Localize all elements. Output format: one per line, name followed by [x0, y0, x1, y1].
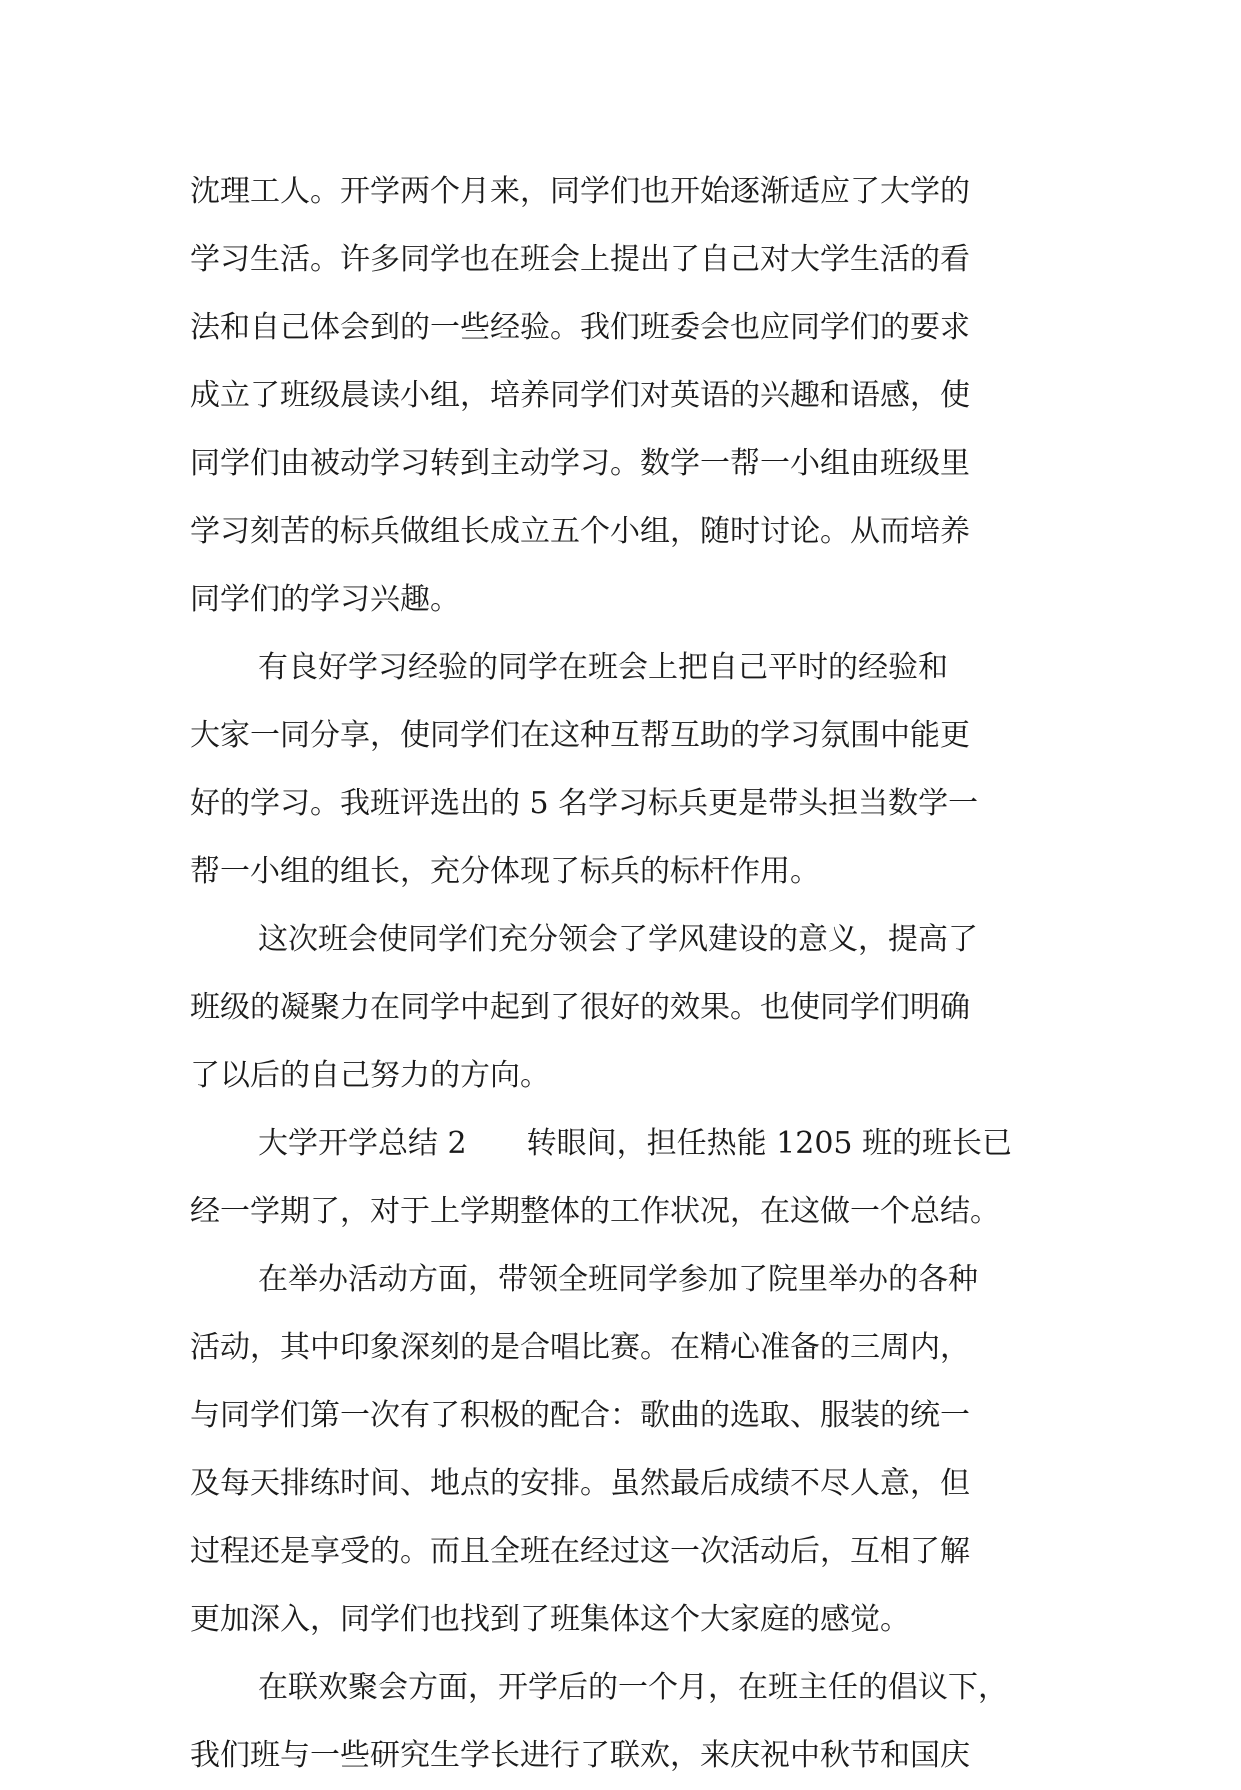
paragraph-first-line: 在举办活动方面，带领全班同学参加了院里举办的各种 — [258, 1262, 978, 1297]
text-line: 同学们由被动学习转到主动学习。数学一帮一小组由班级里 — [190, 446, 970, 481]
text-line: 法和自己体会到的一些经验。我们班委会也应同学们的要求 — [190, 310, 970, 345]
text-line: 学习生活。许多同学也在班会上提出了自己对大学生活的看 — [190, 242, 970, 277]
text-line: 成立了班级晨读小组，培养同学们对英语的兴趣和语感，使 — [190, 378, 970, 413]
text-line: 我们班与一些研究生学长进行了联欢，来庆祝中秋节和国庆 — [190, 1738, 970, 1773]
paragraph-first-line: 这次班会使同学们充分领会了学风建设的意义，提高了 — [258, 922, 978, 957]
text-line: 班级的凝聚力在同学中起到了很好的效果。也使同学们明确 — [190, 990, 970, 1025]
document-body — [190, 158, 1060, 1790]
paragraph-first-line: 在联欢聚会方面，开学后的一个月，在班主任的倡议下， — [258, 1670, 1008, 1705]
text-line: 了以后的自己努力的方向。 — [190, 1058, 550, 1093]
text-line: 大家一同分享，使同学们在这种互帮互助的学习氛围中能更 — [190, 718, 970, 753]
text-line: 更加深入，同学们也找到了班集体这个大家庭的感觉。 — [190, 1602, 910, 1637]
text-line: 学习刻苦的标兵做组长成立五个小组，随时讨论。从而培养 — [190, 514, 970, 549]
text-line: 与同学们第一次有了积极的配合：歌曲的选取、服装的统一 — [190, 1398, 970, 1433]
text-line: 帮一小组的组长，充分体现了标兵的标杆作用。 — [190, 854, 820, 889]
text-line: 经一学期了，对于上学期整体的工作状况，在这做一个总结。 — [190, 1194, 1000, 1229]
text-line: 沈理工人。开学两个月来，同学们也开始逐渐适应了大学的 — [190, 174, 970, 209]
text-line: 活动，其中印象深刻的是合唱比赛。在精心准备的三周内， — [190, 1330, 970, 1365]
paragraph-first-line: 有良好学习经验的同学在班会上把自己平时的经验和 — [258, 650, 948, 685]
text-line: 同学们的学习兴趣。 — [190, 582, 460, 617]
text-line: 过程还是享受的。而且全班在经过这一次活动后，互相了解 — [190, 1534, 970, 1569]
text-line: 好的学习。我班评选出的 5 名学习标兵更是带头担当数学一 — [190, 786, 979, 821]
paragraph-first-line: 大学开学总结 2 转眼间，担任热能 1205 班的班长已 — [258, 1126, 1013, 1161]
text-line: 及每天排练时间、地点的安排。虽然最后成绩不尽人意，但 — [190, 1466, 970, 1501]
